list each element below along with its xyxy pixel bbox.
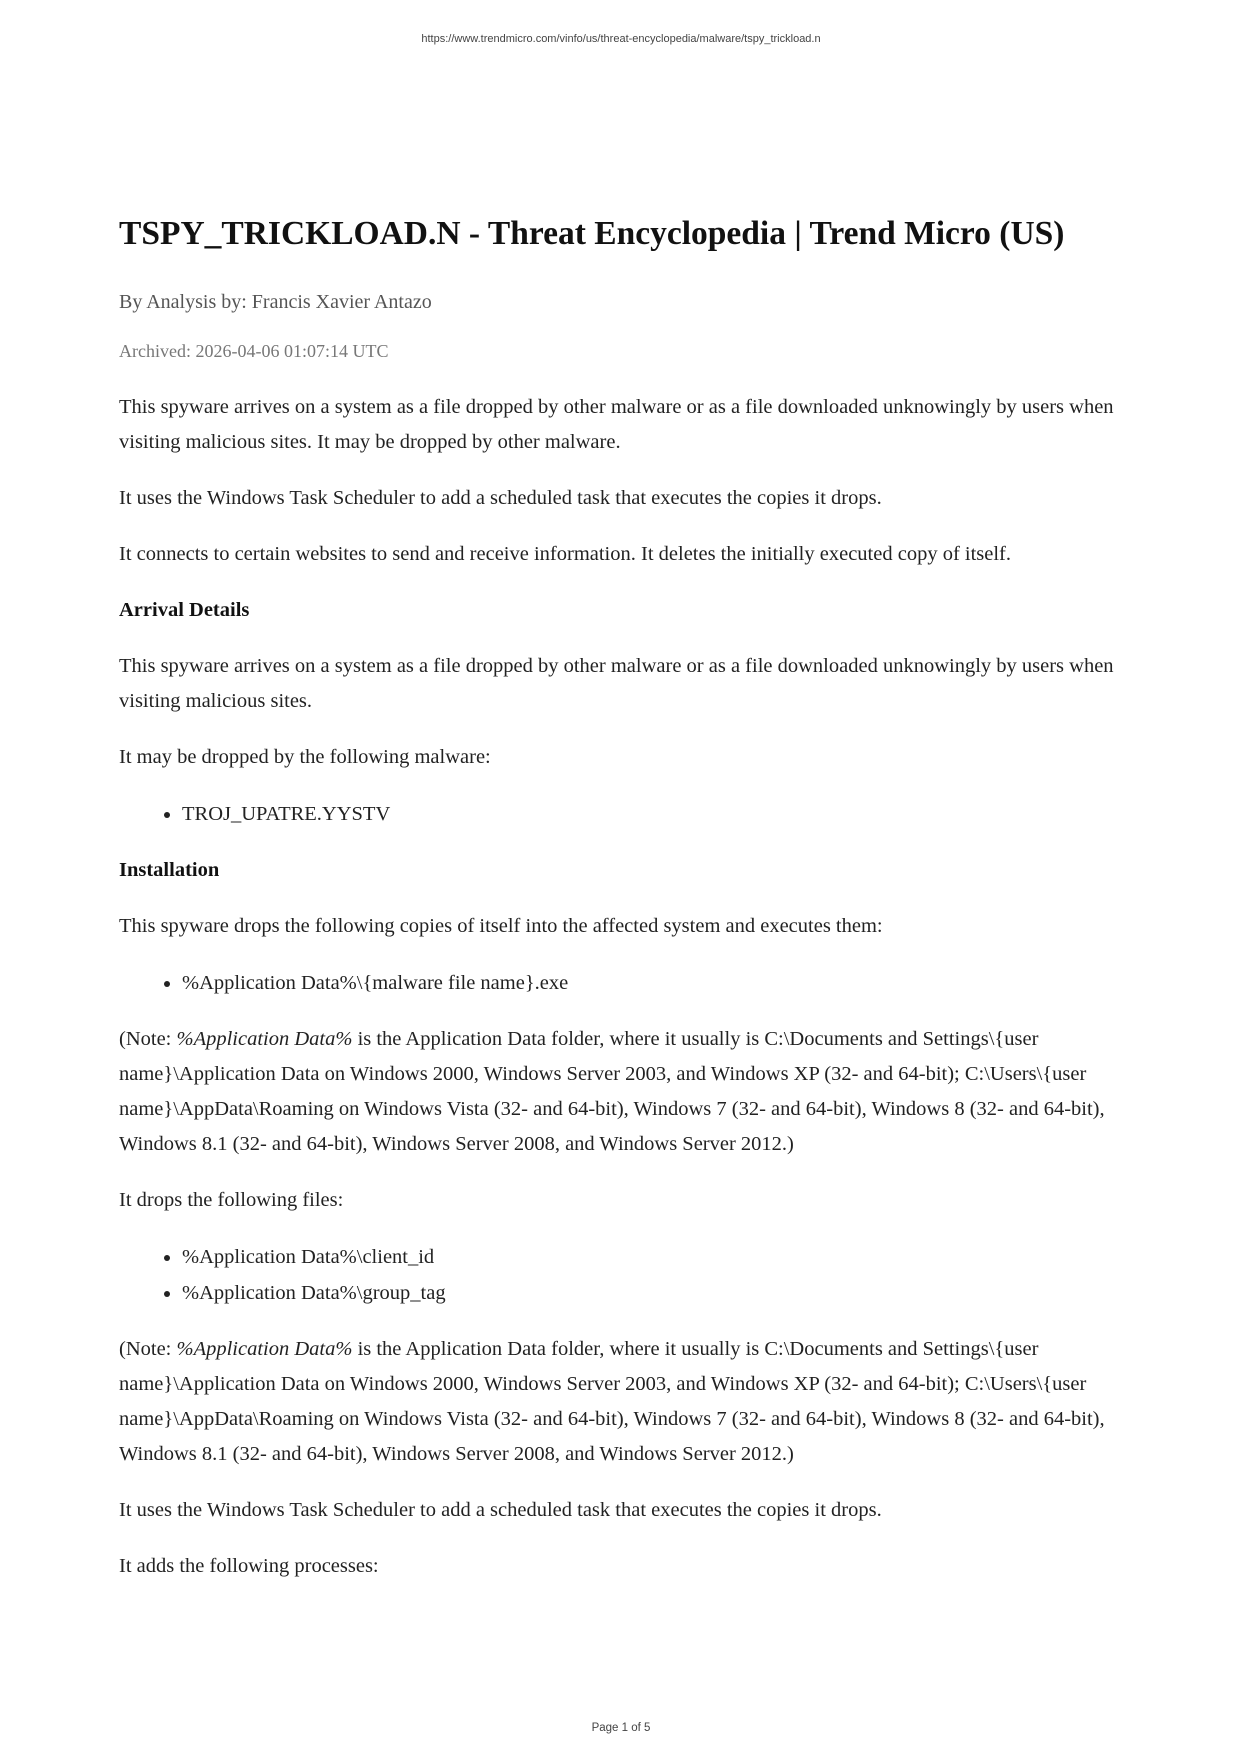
intro-paragraph: This spyware arrives on a system as a file dropped by other malware or as a file downloaded unknowingly by users when visiting malicious sites. It may be dropped by other malware. [119,396,1114,453]
intro-paragraph: It uses the Windows Task Scheduler to add a scheduled task that executes the copies it drops. [119,487,882,509]
note-text: is the Application Data folder, where it usually is C:\Documents and Settings\{user name}\Application Data on Windows 2000, Windows Server 2003, and Windows XP (32- and 64-bit); C:\Users\{user name}\AppData\Roaming on Windows Vista (32- and 64-bit), Windows 7 (32- and 64-bit), Windows 8 (32- and 64-bit), Windows 8.1 (32- and 64-bit), Windows Server 2008, and Windows Server 2012.) [119,1338,1105,1465]
note-prefix: (Note: [119,1338,177,1360]
note-paragraph [119,1022,1129,1162]
intro-paragraph: It connects to certain websites to send and receive information. It deletes the initially executed copy of itself. [119,543,1012,565]
article-body [119,390,1129,1605]
list-item: • %Application Data%\group_tag [182,1275,1129,1311]
section-heading-arrival: Arrival Details [119,599,250,621]
page-title: TSPY_TRICKLOAD.N - Threat Encyclopedia | Trend Micro (US) [119,215,1065,252]
list-item: • %Application Data%\{malware file name}.exe [182,965,1129,1001]
note-paragraph [119,1332,1129,1472]
copies-list [119,965,1129,1001]
note-text: is the Application Data folder, where it usually is C:\Documents and Settings\{user name}\Application Data on Windows 2000, Windows Server 2003, and Windows XP (32- and 64-bit); C:\Users\{user name}\AppData\Roaming on Windows Vista (32- and 64-bit), Windows 7 (32- and 64-bit), Windows 8 (32- and 64-bit), Windows 8.1 (32- and 64-bit), Windows Server 2008, and Windows Server 2012.) [119,1028,1105,1155]
installation-paragraph: It drops the following files: [119,1189,344,1211]
list-item: • %Application Data%\client_id [182,1239,1129,1275]
page-url: https://www.trendmicro.com/vinfo/us/threat-encyclopedia/malware/tspy_trickload.n [421,33,821,45]
arrival-paragraph: It may be dropped by the following malware: [119,746,491,768]
list-item: • TROJ_UPATRE.YYSTV [182,796,1129,832]
installation-paragraph: It uses the Windows Task Scheduler to add a scheduled task that executes the copies it drops. [119,1499,882,1521]
byline: By Analysis by: Francis Xavier Antazo [119,291,432,313]
page-number: Page 1 of 5 [591,1722,651,1734]
note-folder-name: %Application Data% [176,1028,353,1050]
installation-paragraph: This spyware drops the following copies of itself into the affected system and executes them: [119,915,883,937]
installation-paragraph: It adds the following processes: [119,1555,379,1577]
note-prefix: (Note: [119,1028,177,1050]
section-heading-installation: Installation [119,859,220,881]
malware-list [119,796,1129,832]
note-folder-name: %Application Data% [176,1338,353,1360]
files-list [119,1239,1129,1311]
arrival-paragraph: This spyware arrives on a system as a file dropped by other malware or as a file downloaded unknowingly by users when visiting malicious sites. [119,655,1114,712]
archived-timestamp: Archived: 2026-04-06 01:07:14 UTC [119,341,389,361]
